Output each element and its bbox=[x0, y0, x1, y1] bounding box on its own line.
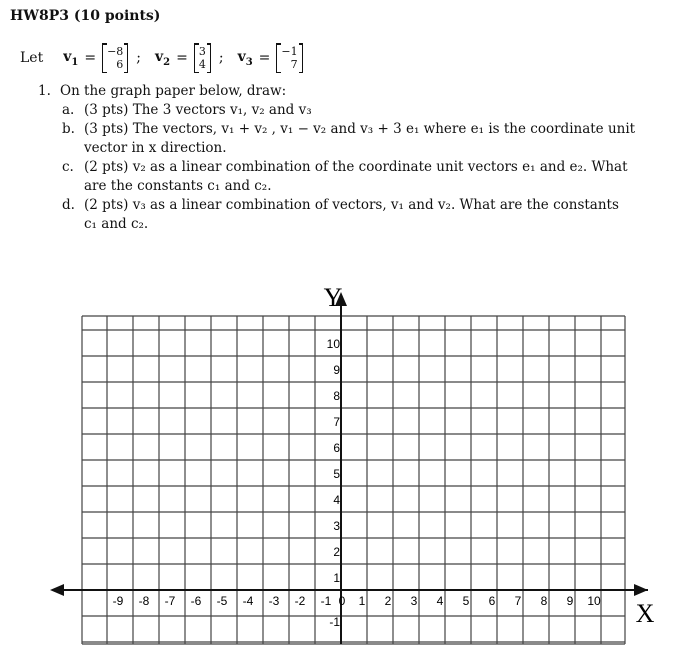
y-tick-label: 8 bbox=[333, 389, 340, 403]
x-axis-label: X bbox=[635, 599, 655, 628]
v1-top: −8 bbox=[107, 45, 124, 58]
x-tick-label: -5 bbox=[216, 594, 228, 608]
x-tick-label: 5 bbox=[462, 594, 470, 608]
y-tick-label: 4 bbox=[333, 493, 340, 507]
part-b-text: The vectors, v₁ + v₂ , v₁ − v₂ and v₃ + 3 e₁ where e₁ is the coordinate unit bbox=[132, 121, 636, 137]
x-tick-label: -3 bbox=[268, 594, 280, 608]
v3-top: −1 bbox=[281, 45, 298, 58]
v2-top: 3 bbox=[198, 45, 206, 58]
x-tick-label: 8 bbox=[540, 594, 548, 608]
x-tick-label: -1 bbox=[320, 594, 332, 608]
problem-1: 1. On the graph paper below, draw: bbox=[38, 83, 287, 99]
v2-name: $v_2$ bbox=[155, 48, 171, 68]
y-tick-label: 10 bbox=[326, 337, 340, 351]
y-tick-label: 6 bbox=[333, 441, 340, 455]
y-tick-label: 5 bbox=[333, 467, 340, 481]
x-tick-label: -9 bbox=[112, 594, 124, 608]
y-tick-label: 2 bbox=[333, 545, 340, 559]
x-tick-label: 9 bbox=[566, 594, 574, 608]
part-a-text: The 3 vectors v₁, v₂ and v₃ bbox=[132, 102, 312, 118]
v3-name: $v_3$ bbox=[237, 48, 253, 68]
v1-name: $v_1$ bbox=[63, 48, 79, 68]
x-tick-label: 6 bbox=[488, 594, 496, 608]
part-d-text-2: c₁ and c₂. bbox=[84, 216, 149, 232]
y-axis-label: Y bbox=[323, 283, 343, 312]
part-d-text: v₃ as a linear combination of vectors, v₁ and v₂. What are the constants bbox=[132, 197, 619, 213]
origin-label: 0 bbox=[338, 594, 346, 608]
v2-bottom: 4 bbox=[198, 58, 206, 71]
part-a: a. (3 pts) The 3 vectors v₁, v₂ and v₃ bbox=[62, 102, 312, 118]
x-tick-label: 3 bbox=[410, 594, 418, 608]
x-tick-label: -7 bbox=[164, 594, 176, 608]
part-d: d. (2 pts) v₃ as a linear combination of vectors, v₁ and v₂. What are the constants c₁ and c₂. bbox=[62, 197, 619, 232]
y-tick-label: -1 bbox=[329, 615, 340, 629]
part-b: b. (3 pts) The vectors, v₁ + v₂ , v₁ − v₂ and v₃ + 3 e₁ where e₁ is the coordinate unit vector in x direction. bbox=[62, 121, 636, 156]
x-tick-label: -6 bbox=[190, 594, 202, 608]
y-tick-label: 3 bbox=[333, 519, 340, 533]
x-tick-label: 2 bbox=[384, 594, 392, 608]
v1-bottom: 6 bbox=[116, 58, 124, 71]
x-axis-arrow-right bbox=[634, 584, 648, 596]
y-tick-label: 9 bbox=[333, 363, 340, 377]
v3-bottom: 7 bbox=[290, 58, 298, 71]
x-tick-label: -8 bbox=[138, 594, 150, 608]
page-title: HW8P3 (10 points) bbox=[10, 8, 161, 24]
part-b-text-2: vector in x direction. bbox=[84, 140, 227, 156]
part-c: c. (2 pts) v₂ as a linear combination of the coordinate unit vectors e₁ and e₂. What are the constants c₁ and c₂. bbox=[62, 159, 628, 194]
x-axis-arrow-left bbox=[50, 584, 64, 596]
part-c-text: v₂ as a linear combination of the coordinate unit vectors e₁ and e₂. What bbox=[132, 159, 628, 175]
y-tick-label: 1 bbox=[333, 571, 340, 585]
x-tick-label: -4 bbox=[242, 594, 254, 608]
x-tick-label: 7 bbox=[514, 594, 522, 608]
problem-1-text: On the graph paper below, draw: bbox=[60, 83, 287, 99]
let-label: Let bbox=[20, 50, 44, 66]
vector-definitions: Let $v_1$ = −8 6 ; $v_2$ = 3 4 ; $v_3$ = −1 7 bbox=[20, 40, 303, 76]
x-tick-label: 4 bbox=[436, 594, 444, 608]
x-tick-label: 10 bbox=[587, 594, 601, 608]
x-tick-label: -2 bbox=[294, 594, 306, 608]
part-c-text-2: are the constants c₁ and c₂. bbox=[84, 178, 272, 194]
y-tick-label: 7 bbox=[333, 415, 340, 429]
x-tick-label: 1 bbox=[358, 594, 366, 608]
